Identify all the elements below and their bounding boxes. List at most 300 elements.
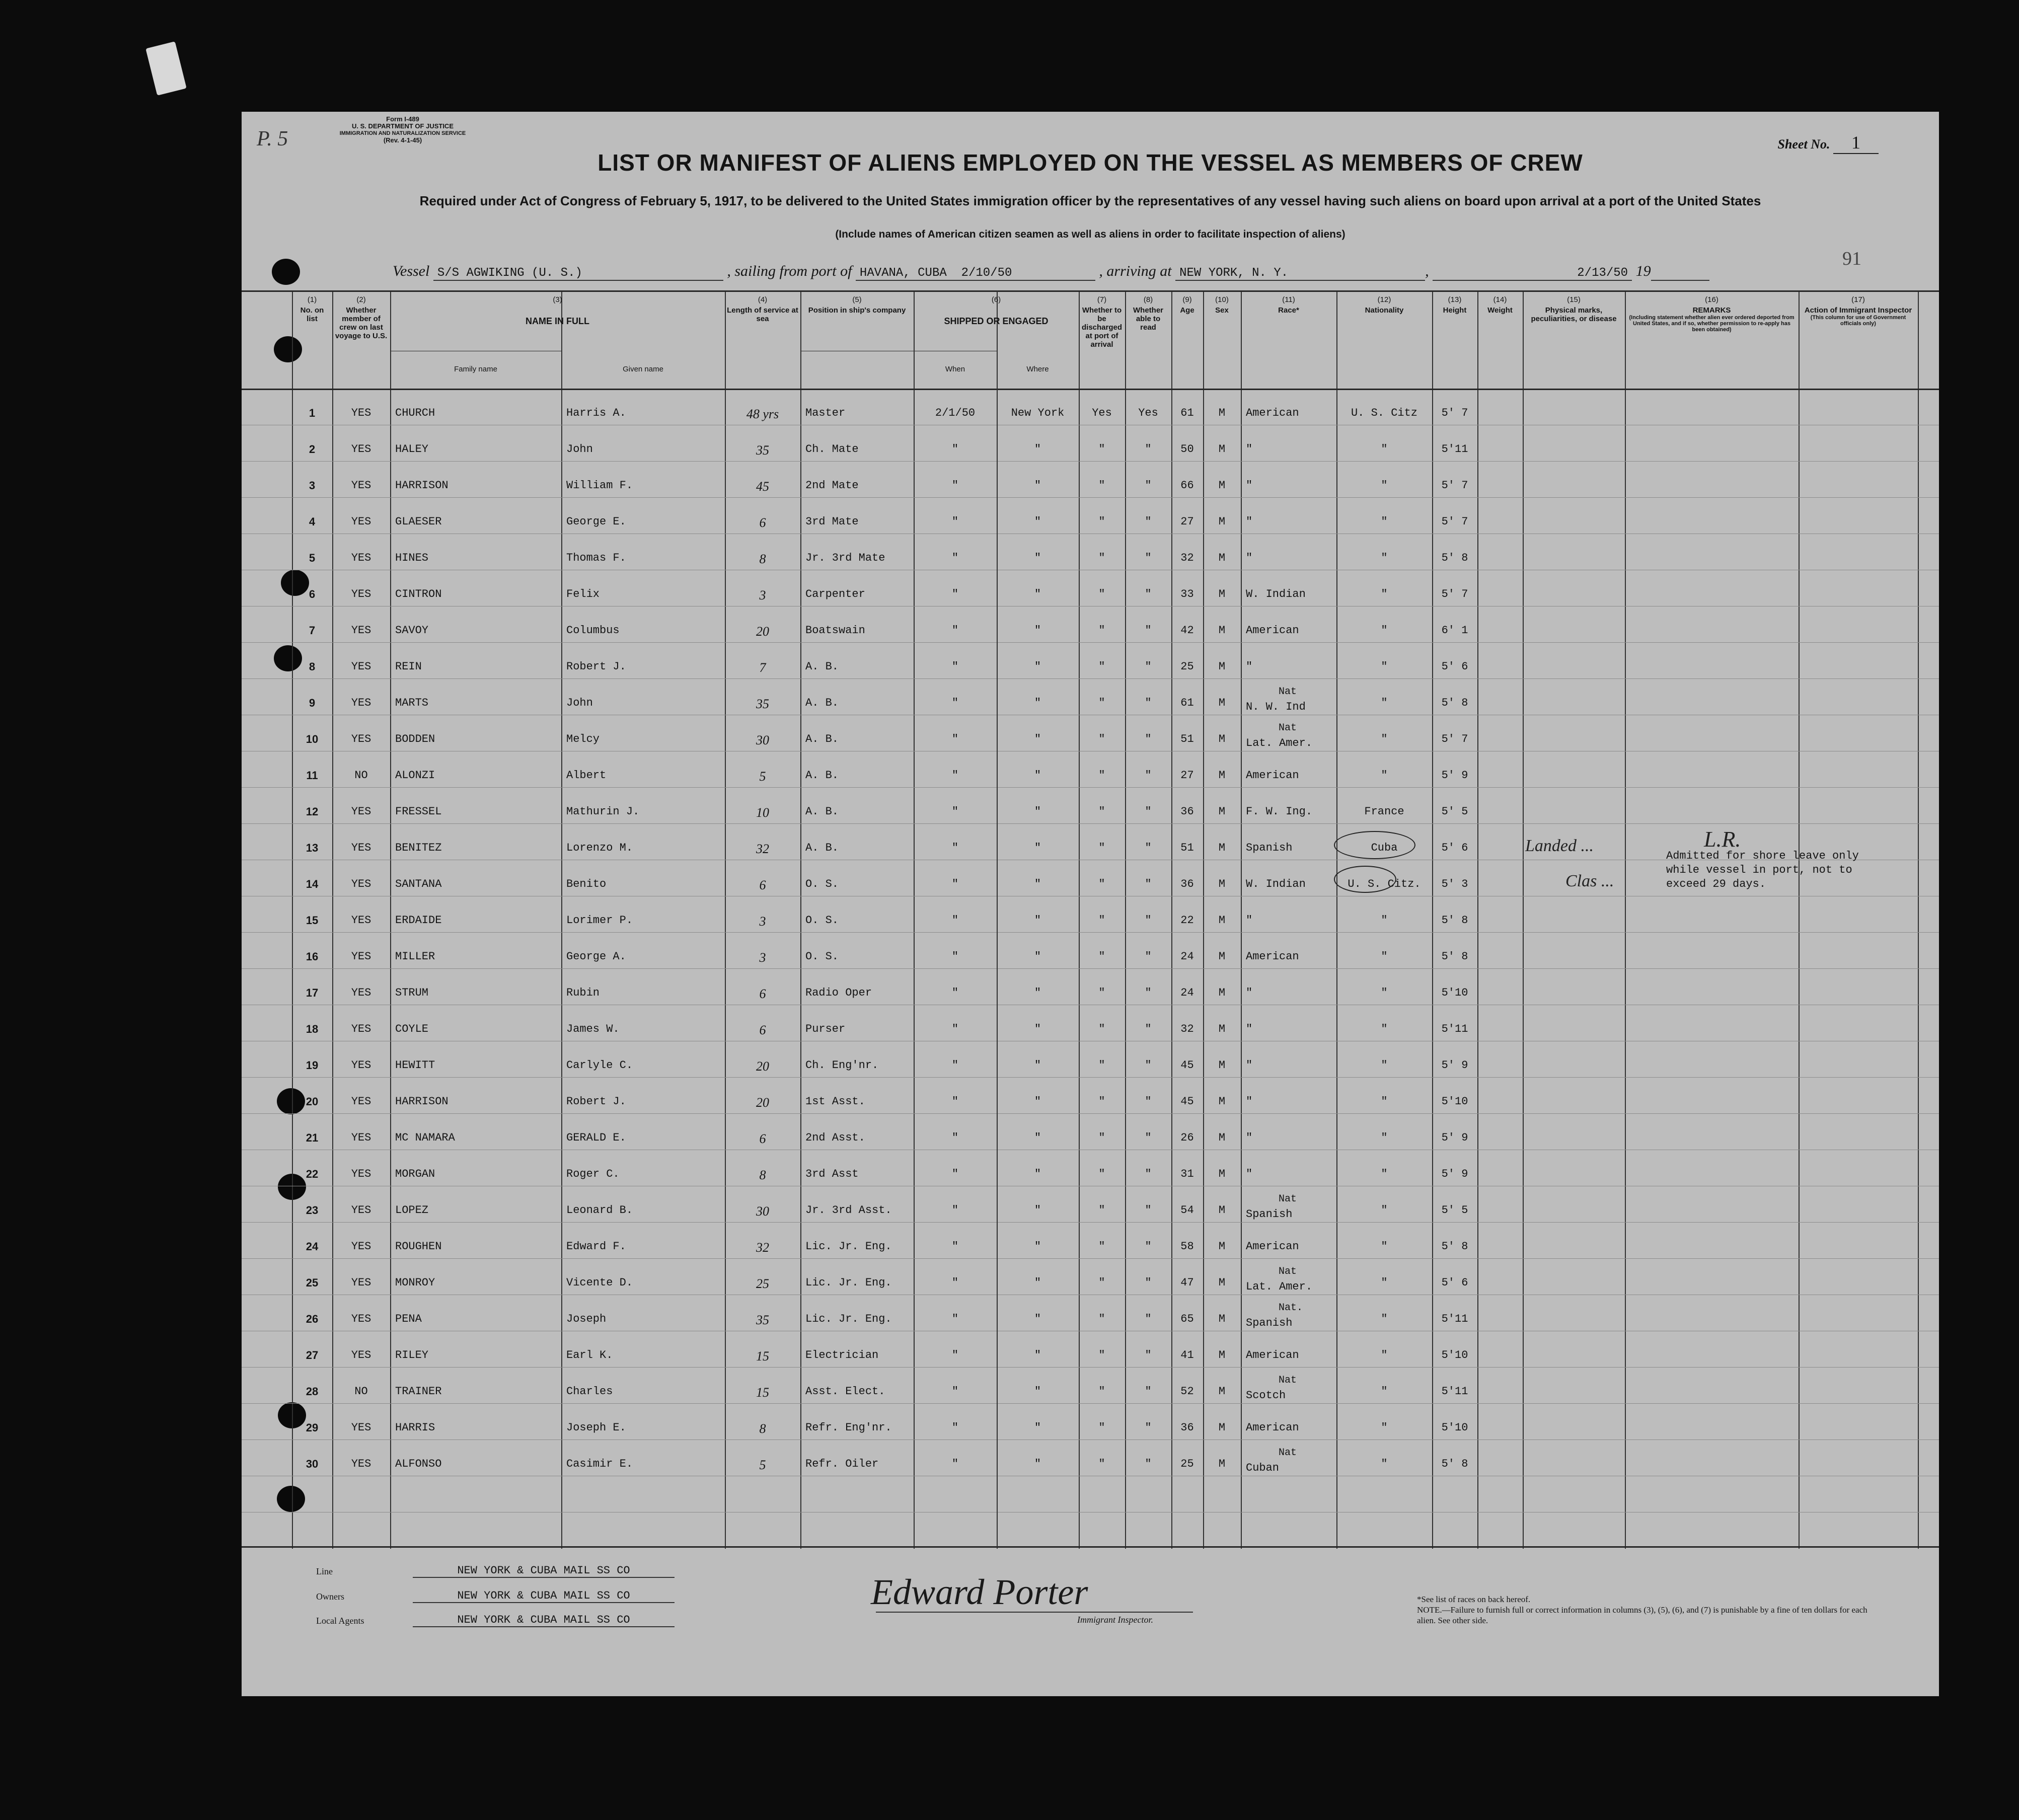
cell-height: 5' 7 (1441, 588, 1468, 600)
cell-position: Purser (805, 1023, 846, 1035)
cell-read: " (1145, 1095, 1152, 1108)
cell-height: 5'10 (1441, 1095, 1468, 1108)
header-c9: (9) Age (1180, 295, 1194, 315)
cell-age: 33 (1180, 588, 1194, 600)
cell-no: 28 (306, 1385, 319, 1398)
cell-age: 24 (1180, 987, 1194, 999)
table-row (242, 932, 1939, 968)
table-row (242, 1041, 1939, 1077)
table-row (242, 1077, 1939, 1113)
cell-age: 25 (1180, 660, 1194, 673)
cell-nationality: " (1381, 1385, 1388, 1398)
cell-sex: M (1218, 914, 1226, 927)
cell-height: 5' 8 (1441, 950, 1468, 963)
cell-given: Harris A. (566, 407, 626, 419)
cell-nationality: U. S. Citz. (1348, 878, 1421, 890)
punch-hole (272, 259, 300, 285)
cell-sex: M (1218, 950, 1226, 963)
header-c5: (5) Position in ship's company (808, 295, 906, 315)
cell-sex: M (1218, 1385, 1226, 1398)
cell-family: GLAESER (395, 515, 442, 528)
cell-age: 41 (1180, 1349, 1194, 1361)
cell-read: " (1145, 769, 1152, 782)
cell-when: " (951, 1131, 959, 1144)
cell-crew: YES (351, 552, 371, 564)
cell-service: 6 (759, 878, 766, 892)
table-row (242, 715, 1939, 751)
manifest-footer: Line NEW YORK & CUBA MAIL SS CO Owners NEW YORK & CUBA MAIL SS CO Local Agents NEW YORK & CUBA MAIL SS CO Edward Porter Immigrant Inspector. *See list of races on back hereof. NOTE.—Failure to furnish full or correct information in columns (3), (5), (6), and (7) is punishable by a fine of ten dollars for each alien. See other side. (242, 1556, 1939, 1687)
sheet-number: Sheet No. 1 (1778, 132, 1879, 154)
signature-line (876, 1612, 1193, 1613)
cell-disch: " (1098, 1168, 1105, 1180)
cell-service: 32 (756, 842, 769, 856)
cell-read: " (1145, 733, 1152, 745)
cell-nationality: " (1381, 697, 1388, 709)
table-row (242, 389, 1939, 425)
cell-position: Ch. Mate (805, 443, 859, 456)
cell-given: Robert J. (566, 660, 626, 673)
cell-height: 5' 7 (1441, 515, 1468, 528)
cell-no: 1 (309, 407, 316, 419)
cell-sex: M (1218, 1276, 1226, 1289)
cell-race-prefix: Nat (1279, 686, 1297, 698)
cell-sex: M (1218, 1349, 1226, 1361)
cell-position: A. B. (805, 805, 839, 818)
cell-where: " (1034, 1240, 1041, 1253)
cell-nationality: " (1381, 1059, 1388, 1072)
cell-nationality: " (1381, 769, 1388, 782)
cell-service: 5 (759, 769, 766, 784)
cell-where: " (1034, 878, 1041, 890)
cell-sex: M (1218, 1095, 1226, 1108)
cell-height: 5'11 (1441, 1385, 1468, 1398)
table-row (242, 497, 1939, 534)
cell-crew: YES (351, 842, 371, 854)
cell-height: 5' 7 (1441, 407, 1468, 419)
cell-read: " (1145, 697, 1152, 709)
cell-crew: YES (351, 914, 371, 927)
cell-height: 5' 9 (1441, 769, 1468, 782)
cell-when: 2/1/50 (935, 407, 976, 419)
cell-disch: " (1098, 1421, 1105, 1434)
cell-nationality: " (1381, 1095, 1388, 1108)
cell-race: " (1246, 1059, 1253, 1072)
cell-given: Lorimer P. (566, 914, 633, 927)
cell-read: " (1145, 1349, 1152, 1361)
cell-sex: M (1218, 733, 1226, 745)
cell-age: 32 (1180, 552, 1194, 564)
cell-sex: M (1218, 987, 1226, 999)
cell-position: A. B. (805, 660, 839, 673)
cell-family: REIN (395, 660, 422, 673)
cell-family: CHURCH (395, 407, 435, 419)
cell-crew: YES (351, 515, 371, 528)
page-title: LIST OR MANIFEST OF ALIENS EMPLOYED ON THE VESSEL AS MEMBERS OF CREW (597, 149, 1583, 176)
cell-disch: " (1098, 950, 1105, 963)
cell-sex: M (1218, 1421, 1226, 1434)
cell-where: " (1034, 1421, 1041, 1434)
cell-where: " (1034, 842, 1041, 854)
cell-given: Roger C. (566, 1168, 620, 1180)
cell-no: 10 (306, 733, 319, 745)
cell-where: " (1034, 479, 1041, 492)
cell-when: " (951, 588, 959, 600)
cell-no: 9 (309, 697, 316, 709)
cell-no: 29 (306, 1421, 319, 1434)
cell-disch: " (1098, 1385, 1105, 1398)
cell-service: 30 (756, 733, 769, 747)
cell-where: " (1034, 1313, 1041, 1325)
cell-crew: YES (351, 1059, 371, 1072)
cell-crew: YES (351, 733, 371, 745)
cell-age: 36 (1180, 1421, 1194, 1434)
cell-read: " (1145, 1059, 1152, 1072)
cell-where: " (1034, 1385, 1041, 1398)
cell-when: " (951, 1240, 959, 1253)
cell-read: " (1145, 1204, 1152, 1217)
page-subtitle: Required under Act of Congress of February 5, 1917, to be delivered to the United States immigration officer by the representatives of any vessel having such aliens on board upon arrival at a port of the United States (419, 193, 1761, 208)
cell-family: HARRIS (395, 1421, 435, 1434)
cell-when: " (951, 660, 959, 673)
circle-mark (1334, 831, 1415, 859)
cell-when: " (951, 950, 959, 963)
cell-nationality: " (1381, 1168, 1388, 1180)
cell-when: " (951, 733, 959, 745)
cell-height: 5' 6 (1441, 660, 1468, 673)
cell-crew: YES (351, 1276, 371, 1289)
cell-given: Thomas F. (566, 552, 626, 564)
header-c16: (16) REMARKS (Including statement whether alien ever ordered deported from United States, and if so, whether permission to re-apply has been obtained) (1629, 295, 1794, 333)
cell-read: " (1145, 1131, 1152, 1144)
cell-family: LOPEZ (395, 1204, 429, 1217)
cell-race: " (1246, 552, 1253, 564)
cell-no: 16 (306, 950, 319, 963)
page-subnote: (Include names of American citizen seamen as well as aliens in order to facilitate inspection of aliens) (835, 229, 1345, 240)
cell-family: HEWITT (395, 1059, 435, 1072)
cell-nationality: " (1381, 1421, 1388, 1434)
cell-disch: " (1098, 443, 1105, 456)
cell-crew: YES (351, 1023, 371, 1035)
cell-where: " (1034, 1095, 1041, 1108)
cell-given: Leonard B. (566, 1204, 633, 1217)
cell-given: Robert J. (566, 1095, 626, 1108)
cell-race: Spanish (1246, 1208, 1293, 1221)
header-c12: (12) Nationality (1365, 295, 1404, 315)
cell-sex: M (1218, 1168, 1226, 1180)
cell-age: 58 (1180, 1240, 1194, 1253)
cell-disch: " (1098, 1131, 1105, 1144)
handwritten-remark: Landed ... (1525, 837, 1594, 855)
header-c7: (7) Whether to be discharged at port of arrival (1081, 295, 1123, 349)
cell-where: " (1034, 552, 1041, 564)
table-row (242, 1331, 1939, 1367)
cell-read: " (1145, 1385, 1152, 1398)
cell-where: " (1034, 1349, 1041, 1361)
cell-read: " (1145, 950, 1152, 963)
cell-age: 54 (1180, 1204, 1194, 1217)
cell-height: 5' 8 (1441, 552, 1468, 564)
cell-given: Benito (566, 878, 607, 890)
cell-age: 47 (1180, 1276, 1194, 1289)
circle-mark (1334, 866, 1396, 893)
cell-when: " (951, 1095, 959, 1108)
cell-read: " (1145, 515, 1152, 528)
header-c1: (1) No. on list (300, 295, 324, 323)
cell-where: " (1034, 697, 1041, 709)
cell-race: Scotch (1246, 1389, 1286, 1402)
sailing-port: HAVANA, CUBA 2/10/50 (856, 266, 1095, 281)
cell-service: 3 (759, 950, 766, 965)
owners-value: NEW YORK & CUBA MAIL SS CO (413, 1589, 675, 1603)
tape-fragment (145, 41, 186, 96)
cell-sex: M (1218, 624, 1226, 637)
cell-when: " (951, 1349, 959, 1361)
cell-family: BODDEN (395, 733, 435, 745)
cell-service: 8 (759, 552, 766, 566)
cell-where: " (1034, 805, 1041, 818)
cell-disch: " (1098, 624, 1105, 637)
cell-no: 25 (306, 1276, 319, 1289)
cell-nationality: " (1381, 1313, 1388, 1325)
cell-given: Mathurin J. (566, 805, 640, 818)
cell-disch: " (1098, 697, 1105, 709)
cell-crew: YES (351, 407, 371, 419)
cell-sex: M (1218, 1240, 1226, 1253)
cell-nationality: " (1381, 1458, 1388, 1470)
cell-age: 32 (1180, 1023, 1194, 1035)
cell-disch: Yes (1092, 407, 1112, 419)
cell-service: 35 (756, 1313, 769, 1327)
cell-position: 2nd Asst. (805, 1131, 865, 1144)
header-c4: (4) Length of service at sea (727, 295, 798, 323)
cell-height: 6' 1 (1441, 624, 1468, 637)
cell-age: 26 (1180, 1131, 1194, 1144)
header-c10: (10) Sex (1215, 295, 1229, 315)
cell-no: 23 (306, 1204, 319, 1217)
cell-position: 2nd Mate (805, 479, 859, 492)
cell-given: Rubin (566, 987, 600, 999)
cell-family: SANTANA (395, 878, 442, 890)
cell-position: Ch. Eng'nr. (805, 1059, 879, 1072)
cell-height: 5'11 (1441, 1313, 1468, 1325)
cell-disch: " (1098, 1458, 1105, 1470)
cell-family: MORGAN (395, 1168, 435, 1180)
table-row (242, 534, 1939, 570)
cell-position: Refr. Eng'nr. (805, 1421, 892, 1434)
cell-nationality: Cuba (1371, 842, 1398, 854)
cell-when: " (951, 1059, 959, 1072)
cell-disch: " (1098, 914, 1105, 927)
cell-race: American (1246, 624, 1299, 637)
cell-age: 50 (1180, 443, 1194, 456)
cell-height: 5'11 (1441, 443, 1468, 456)
cell-position: 3rd Asst (805, 1168, 859, 1180)
cell-age: 51 (1180, 842, 1194, 854)
cell-age: 25 (1180, 1458, 1194, 1470)
cell-age: 36 (1180, 805, 1194, 818)
cell-family: MONROY (395, 1276, 435, 1289)
cell-read: " (1145, 1313, 1152, 1325)
cell-where: " (1034, 1276, 1041, 1289)
table-row (242, 1295, 1939, 1331)
cell-family: TRAINER (395, 1385, 442, 1398)
cell-family: MC NAMARA (395, 1131, 455, 1144)
cell-crew: NO (354, 1385, 368, 1398)
cell-crew: YES (351, 1313, 371, 1325)
cell-sex: M (1218, 1313, 1226, 1325)
cell-sex: M (1218, 878, 1226, 890)
cell-crew: YES (351, 443, 371, 456)
cell-disch: " (1098, 769, 1105, 782)
cell-sex: M (1218, 805, 1226, 818)
subheader-c3a: Family name (454, 365, 497, 373)
cell-position: Boatswain (805, 624, 865, 637)
cell-family: COYLE (395, 1023, 429, 1035)
cell-when: " (951, 1313, 959, 1325)
cell-sex: M (1218, 588, 1226, 600)
cell-no: 8 (309, 660, 316, 673)
table-row (242, 1403, 1939, 1439)
cell-height: 5' 5 (1441, 1204, 1468, 1217)
cell-position: Radio Oper (805, 987, 872, 999)
cell-read: " (1145, 1023, 1152, 1035)
cell-position: O. S. (805, 950, 839, 963)
cell-given: GERALD E. (566, 1131, 626, 1144)
cell-service: 5 (759, 1458, 766, 1472)
cell-no: 21 (306, 1131, 319, 1144)
cell-family: HALEY (395, 443, 429, 456)
cell-when: " (951, 878, 959, 890)
cell-height: 5' 3 (1441, 878, 1468, 890)
cell-where: " (1034, 1204, 1041, 1217)
cell-height: 5' 8 (1441, 1458, 1468, 1470)
cell-family: STRUM (395, 987, 429, 999)
cell-read: " (1145, 1168, 1152, 1180)
cell-position: A. B. (805, 769, 839, 782)
cell-crew: YES (351, 1095, 371, 1108)
cell-disch: " (1098, 1023, 1105, 1035)
cell-race: Cuban (1246, 1462, 1280, 1474)
cell-when: " (951, 515, 959, 528)
cell-read: " (1145, 1276, 1152, 1289)
cell-when: " (951, 769, 959, 782)
cell-position: 1st Asst. (805, 1095, 865, 1108)
cell-position: A. B. (805, 697, 839, 709)
cell-nationality: " (1381, 1349, 1388, 1361)
table-row (242, 968, 1939, 1005)
cell-sex: M (1218, 407, 1226, 419)
stamp-number: 91 (1842, 248, 1861, 269)
cell-service: 10 (756, 805, 769, 820)
subheader-c6b: Where (1026, 365, 1049, 373)
header-c15: (15) Physical marks, peculiarities, or disease (1531, 295, 1617, 323)
cell-given: Albert (566, 769, 607, 782)
cell-crew: YES (351, 950, 371, 963)
cell-read: " (1145, 588, 1152, 600)
cell-age: 52 (1180, 1385, 1194, 1398)
cell-position: Lic. Jr. Eng. (805, 1240, 892, 1253)
cell-service: 6 (759, 515, 766, 530)
cell-position: Carpenter (805, 588, 865, 600)
cell-disch: " (1098, 1349, 1105, 1361)
arrival-port: NEW YORK, N. Y. (1175, 266, 1425, 281)
cell-no: 15 (306, 914, 319, 927)
subheader-c3b: Given name (623, 365, 663, 373)
cell-sex: M (1218, 479, 1226, 492)
cell-no: 2 (309, 443, 316, 456)
cell-sex: M (1218, 1131, 1226, 1144)
table-row (242, 606, 1939, 642)
cell-crew: NO (354, 769, 368, 782)
cell-height: 5'10 (1441, 1421, 1468, 1434)
cell-disch: " (1098, 1059, 1105, 1072)
cell-crew: YES (351, 660, 371, 673)
cell-height: 5' 7 (1441, 733, 1468, 745)
cell-read: " (1145, 479, 1152, 492)
cell-service: 7 (759, 660, 766, 675)
cell-race: American (1246, 950, 1299, 963)
header-c8: (8) Whether able to read (1133, 295, 1163, 332)
subheader-c6a: When (945, 365, 965, 373)
cell-given: George E. (566, 515, 626, 528)
cell-race: " (1246, 660, 1253, 673)
cell-crew: YES (351, 479, 371, 492)
cell-read: " (1145, 660, 1152, 673)
cell-read: " (1145, 552, 1152, 564)
cell-no: 6 (309, 588, 316, 600)
cell-race: " (1246, 515, 1253, 528)
remarks-text: Admitted for shore leave only while vessel in port, not to exceed 29 days. (1666, 850, 1859, 890)
cell-service: 3 (759, 588, 766, 602)
form-identifier: Form I-489 U. S. DEPARTMENT OF JUSTICE IMMIGRATION AND NATURALIZATION SERVICE (Rev. 4-1-45) (339, 115, 466, 144)
cell-crew: YES (351, 987, 371, 999)
cell-age: 45 (1180, 1095, 1194, 1108)
cell-position: Jr. 3rd Mate (805, 552, 885, 564)
cell-race: Spanish (1246, 842, 1293, 854)
cell-age: 65 (1180, 1313, 1194, 1325)
cell-where: " (1034, 515, 1041, 528)
cell-service: 15 (756, 1349, 769, 1363)
inspector-signature: Edward Porter (871, 1572, 1088, 1612)
cell-race: American (1246, 1421, 1299, 1434)
cell-position: Jr. 3rd Asst. (805, 1204, 892, 1217)
table-row (242, 1186, 1939, 1222)
cell-read: " (1145, 1421, 1152, 1434)
table-row (242, 678, 1939, 715)
header-c14: (14) Weight (1487, 295, 1513, 315)
cell-crew: YES (351, 805, 371, 818)
cell-position: Refr. Oiler (805, 1458, 879, 1470)
cell-height: 5' 6 (1441, 842, 1468, 854)
cell-no: 30 (306, 1458, 319, 1470)
cell-crew: YES (351, 1349, 371, 1361)
cell-position: Electrician (805, 1349, 879, 1361)
table-row (242, 570, 1939, 606)
cell-read: " (1145, 443, 1152, 456)
cell-position: Lic. Jr. Eng. (805, 1276, 892, 1289)
cell-race: W. Indian (1246, 588, 1306, 600)
cell-age: 27 (1180, 515, 1194, 528)
cell-family: ERDAIDE (395, 914, 442, 927)
cell-age: 24 (1180, 950, 1194, 963)
cell-nationality: " (1381, 588, 1388, 600)
cell-where: " (1034, 443, 1041, 456)
cell-race: F. W. Ing. (1246, 805, 1313, 818)
cell-disch: " (1098, 1204, 1105, 1217)
table-row (242, 787, 1939, 823)
cell-sex: M (1218, 1458, 1226, 1470)
cell-service: 20 (756, 1095, 769, 1110)
